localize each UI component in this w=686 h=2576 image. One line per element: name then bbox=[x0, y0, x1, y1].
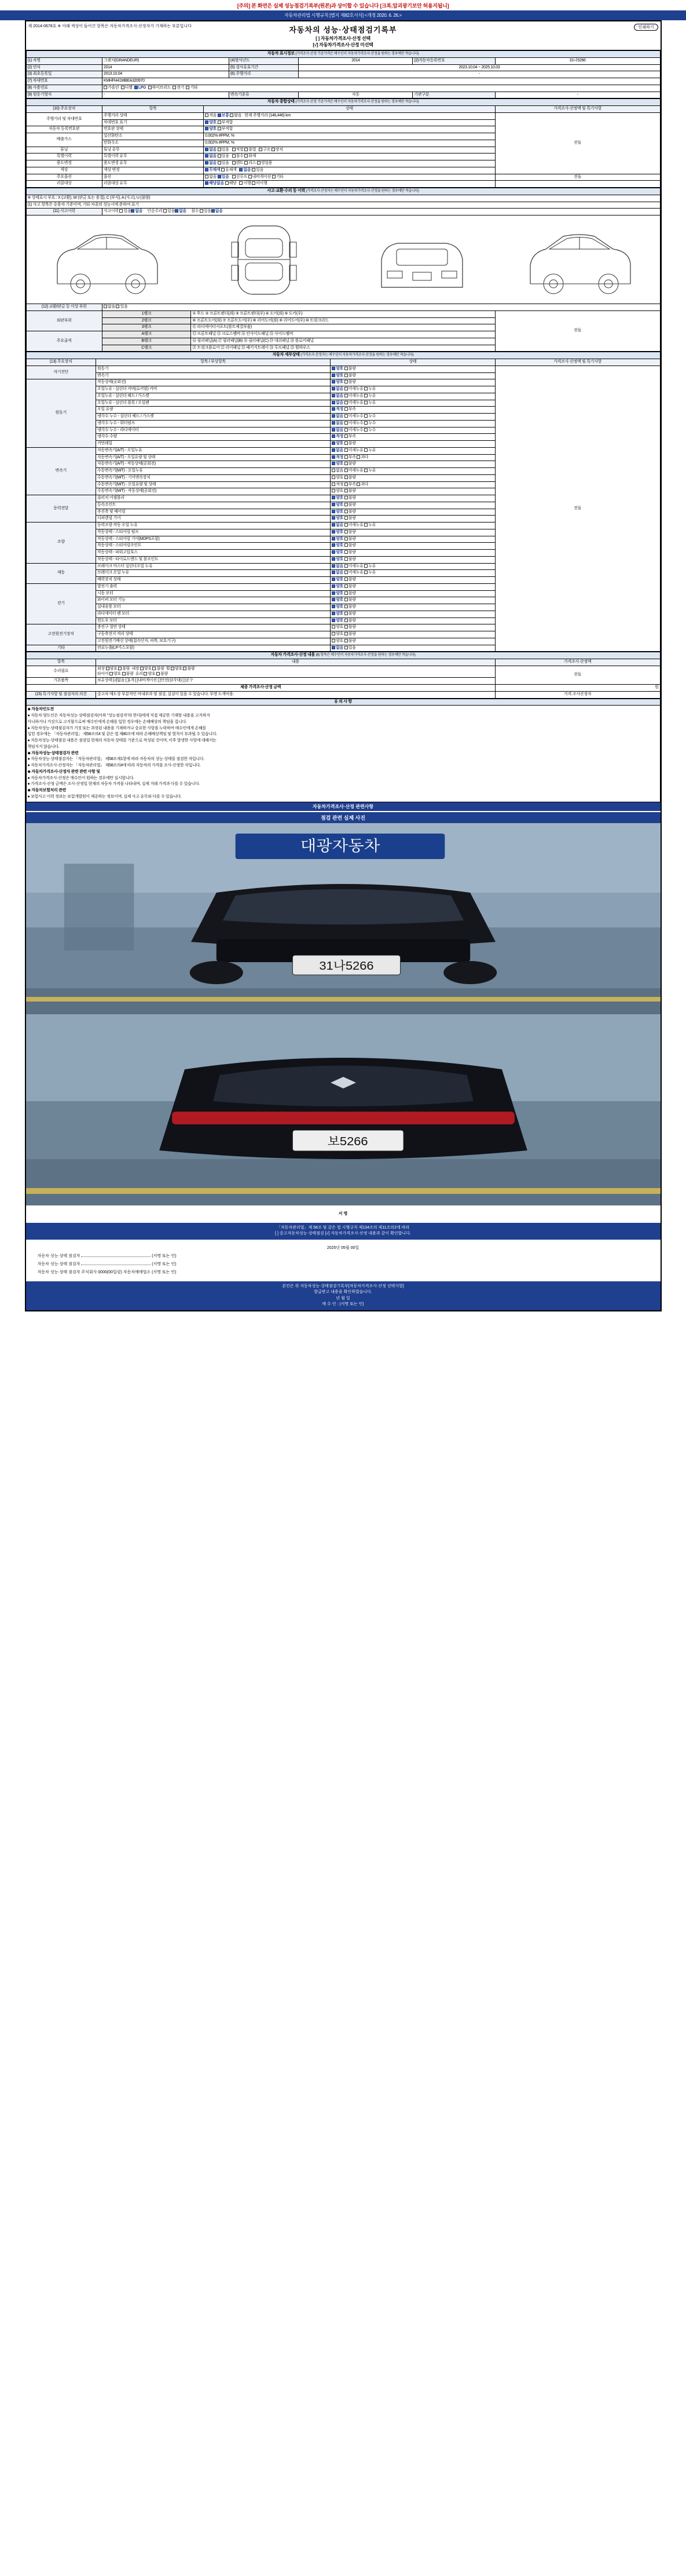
top-notice: [주의] 본 화면은 실제 성능점검기록부(원본)과 상이할 수 있습니다 [크록,압괴광기보안 허용지됩니] bbox=[0, 0, 686, 10]
notice-title bbox=[26, 699, 660, 706]
accident-header-note: (가격조사·산정자는 매수인이 자동차가격조사·산정을 원하는 경우에만 적습니다) bbox=[306, 189, 419, 193]
field-label-carname: (1) 차명 bbox=[26, 57, 102, 64]
detail-state[interactable]: 없음 미세누유 누유 bbox=[331, 570, 496, 577]
cond-state-usage[interactable]: 없음 있음 렌트 리스 영업용 bbox=[204, 160, 496, 167]
condition-col-state: 상태 bbox=[204, 106, 496, 113]
print-badge-wrap bbox=[634, 24, 658, 31]
detail-item: 디퍼렌셜 기어 bbox=[96, 516, 330, 522]
sig-company-3: 주식회사 0000(00딜링) 자동차매매업소 bbox=[81, 1270, 151, 1274]
buyer-line-3: 년 월 일 bbox=[336, 1296, 350, 1300]
outer-rank-3: 3랭크 bbox=[102, 324, 190, 331]
cond-state-co: 0.002% #PPM, % bbox=[204, 133, 496, 140]
frame-items-b: ⑯ 필러패널(A) ⑰ 필러패널(B) ⑱ 필러패널(C) ⑲ 대쉬패널 ⑳ 플로어패널 bbox=[191, 338, 496, 345]
detail-item: 브레이크 마스터 실린더오일 누유 bbox=[96, 563, 330, 570]
parts-row-values: 없음 있음 bbox=[102, 304, 660, 311]
outer-items-3: ⑪ 라디에이터서포트(볼트체결부품) bbox=[191, 324, 496, 331]
detail-item: 수동변속기(M/T) - 작동상태(공회전) bbox=[96, 488, 330, 495]
cond-price-blank bbox=[495, 181, 660, 188]
field-label-mileage: (6) 주행거리 bbox=[229, 71, 298, 78]
fuel-hybrid[interactable]: 하이브리드 bbox=[148, 86, 171, 90]
svg-text:보5266: 보5266 bbox=[327, 1135, 368, 1148]
detail-item: 충전구 절연 상태 bbox=[96, 624, 330, 631]
detail-header-text: 자동차 세부상태 bbox=[272, 353, 300, 357]
notice-item: ● 보험사고 이력 정보는 보험개발원이 제공하는 정보이며, 실제 사고 유무와 다를 수 있습니다. bbox=[27, 794, 182, 799]
field-value-modelyear: 2014 bbox=[299, 57, 413, 64]
price-header-text: 자동차 가격조사·산정 내용 bbox=[270, 653, 315, 657]
cond-group-mileage: 주행거리 및 차대번호 bbox=[26, 112, 102, 126]
detail-state[interactable]: 양호 불량 bbox=[331, 543, 496, 550]
detail-item: 윈도우 모터 bbox=[96, 617, 330, 624]
condition-header-text: 자동차 종합상태 bbox=[267, 100, 295, 104]
notice-heading-2: ◆ 자동차가격조사·산정자 관련 관련 사항 및 bbox=[27, 769, 100, 774]
special-label: (15) 특기사항 및 점검자의 의견 bbox=[26, 691, 96, 698]
notice-item: ● 자동차성능·상태점검자는 「자동차관리법」 제58조제1항에 따라 자동차의 성능·상태를 점검한 자입니다. bbox=[27, 757, 204, 762]
detail-item: 자동변속기(A/T) - 오일유량 및 상태 bbox=[96, 454, 330, 461]
title-sub-1: [ ] 자동차가격조사·산정 선택 bbox=[316, 36, 370, 41]
field-label-fuel: (8) 사용연료 bbox=[26, 85, 102, 92]
detail-item: 추진축 및 베어링 bbox=[96, 509, 330, 516]
car-diagram-top bbox=[206, 219, 322, 300]
frame-items-a: ⑫ 프론트패널 ⑬ 크로스멤버 ⑭ 인사이드패널 ⑮ 사이드멤버 bbox=[191, 331, 496, 338]
detail-state[interactable]: 양호 불량 bbox=[331, 366, 496, 372]
detail-col-0: (13) 주요장치 bbox=[26, 359, 96, 366]
detail-col-3: 가격조사·산정액 및 특기사항 bbox=[495, 359, 660, 366]
cond-price-note2: 전돌 bbox=[495, 174, 660, 181]
buyer-line-4: 매 수 인 : (서명 또는 인) bbox=[322, 1302, 364, 1306]
law-reference-bar: 자동차관리법 시행규칙 [별지 제82호서식] <개정 2020. 6. 26.> bbox=[0, 10, 686, 20]
signature-row-3 bbox=[38, 1269, 649, 1277]
detail-state[interactable]: 없음 미세누수 누수 bbox=[331, 427, 496, 434]
detail-group-6: 전기 bbox=[26, 583, 96, 624]
detail-group-3: 동력전달 bbox=[26, 495, 96, 522]
detail-state[interactable]: 없음 미세누유 누유 bbox=[331, 468, 496, 475]
accident-note3: (1) 사고 항목은 승용차 기준이며, 기타 차종의 성능시에 준하여 표기 bbox=[26, 202, 660, 209]
detail-state[interactable]: 양호 불량 bbox=[331, 502, 496, 509]
field-label-engine: (9) 원동기형식 bbox=[26, 92, 102, 98]
price-col-amount: 가격조사·산정액 bbox=[495, 659, 660, 666]
outer-rank-2: 2랭크 bbox=[102, 317, 190, 324]
acc-label-simple: 단순수리 bbox=[147, 209, 163, 214]
price-header bbox=[26, 652, 660, 659]
detail-item: 오일누유 - 실린더 블록 / 오일팬 bbox=[96, 400, 330, 407]
title-block bbox=[26, 21, 661, 50]
acc-label-history: 사고이력 bbox=[103, 209, 119, 214]
cond-state-plate[interactable]: 양호 부적합 bbox=[204, 126, 496, 133]
detail-group-7: 고전원전기장치 bbox=[26, 624, 96, 645]
notice-item: 아니하거나 거짓으로 고지함으로써 매수인에게 손해를 입힌 경우에는 손해배상의 책임을 집니다. bbox=[27, 719, 187, 724]
notice-title-text: 유 의 사 항 bbox=[334, 699, 352, 704]
accident-header bbox=[26, 188, 660, 195]
detail-state[interactable]: 적정 부족 bbox=[331, 434, 496, 441]
acc-label-flood: 침수 bbox=[191, 209, 199, 214]
cond-group-recall: 리콜대상 bbox=[26, 181, 102, 188]
notice-item: ● 자동차성능·상태점검자가 거짓 또는 과장된 내용을 기재하거나 중요한 사항을 누락하여 매수인에게 손해를 bbox=[27, 726, 206, 730]
basic-header-note: (가격조사·산정 기준가격은 매수인이 자동차가격조사·산정을 원하는 경우에만 적습니다) bbox=[295, 52, 419, 56]
parts-row-label: (12) 교환/판금 등 이상 부위 bbox=[26, 304, 102, 311]
detail-item: 작동상태 - 스티어링 기어(MDPS포함) bbox=[96, 536, 330, 543]
outer-rank-1: 1랭크 bbox=[102, 310, 190, 317]
car-diagram-front-left bbox=[49, 219, 164, 300]
cond-state-option[interactable]: 없음 있음 선루프 내비게이션 기타 bbox=[204, 174, 496, 181]
detail-item: 실내송풍 모터 bbox=[96, 604, 330, 611]
signature-row-1 bbox=[38, 1252, 649, 1260]
cond-item-option: 옵션 bbox=[102, 174, 203, 181]
buyer-line-1: 본인은 위 자동차성능·상태점검기록부[자동차가격조사·산정 선택사항] bbox=[282, 1284, 404, 1288]
detail-state[interactable]: 없음 미세누유 누유 bbox=[331, 400, 496, 407]
detail-state[interactable]: 양호 불량 bbox=[331, 488, 496, 495]
detail-state[interactable]: 양호 불량 bbox=[331, 624, 496, 631]
notice-item: ● 자동차 양도인은 자동차성능·상태점검자(이하 "성능점검자"라 한다)에게 직접 제공한 기재할 내용을 고지하지 bbox=[27, 714, 210, 718]
detail-item: 라디에이터 팬 모터 bbox=[96, 611, 330, 617]
signature-lines bbox=[26, 1240, 661, 1281]
detail-item: 작동상태 - 타이로드엔드 및 볼조인트 bbox=[96, 556, 330, 563]
sig-label-2: 자동차 성능·상태 점검자 bbox=[37, 1262, 80, 1266]
detail-item: 오일누유 - 실린더 헤드 / 가스켓 bbox=[96, 393, 330, 400]
notice-list bbox=[28, 707, 659, 799]
detail-item: 와이퍼 모터 기능 bbox=[96, 597, 330, 604]
detail-item: 자동변속기(A/T) - 오일누유 bbox=[96, 447, 330, 454]
guarantee-band: 자동차가격조사·산정 관련사항 bbox=[26, 802, 661, 811]
accident-row-label: (11) 사고이력 bbox=[26, 209, 102, 215]
field-value-carname: 그랜저(GRANDEUR) bbox=[102, 57, 229, 64]
field-label-inspection: (5) 검사유효기간 bbox=[229, 64, 298, 71]
price-label-basic: 기본품목 bbox=[26, 678, 96, 685]
detail-state[interactable]: 양호 불량 bbox=[331, 550, 496, 557]
notice-heading-3: ◆ 자동차보험처리 관련 bbox=[27, 788, 67, 792]
detail-item: 자동변속기(A/T) - 작동상태(공회전) bbox=[96, 461, 330, 468]
detail-state[interactable]: 양호 불량 bbox=[331, 617, 496, 624]
price-header-note: (8) 항목은 매수인이 자동차가격조사·산정을 원하는 경우에만 적습니다) bbox=[316, 653, 416, 657]
price-col-item: 항목 bbox=[26, 659, 96, 666]
detail-item: 브레이크 오일 누유 bbox=[96, 570, 330, 577]
field-label-platenum: (2)자동차등록번호 bbox=[413, 57, 495, 64]
detail-state[interactable]: 양호 불량 bbox=[331, 583, 496, 590]
field-value-platenum: 31나5266 bbox=[495, 57, 660, 64]
field-value-engine: - bbox=[102, 92, 229, 98]
accident-note2: ※ 상태표시 부호 : X (교환), W (판금 또는 용접), C (부식), A (사고), U (불량) bbox=[26, 195, 660, 202]
outer-items-1: ① 후드 ② 프론트펜더(좌) ③ 프론트펜더(우) ④ 도어(좌) ⑤ 도어(우) bbox=[191, 310, 496, 317]
car-diagram-front-right bbox=[522, 219, 637, 300]
notice-item: 입힌 경우에는 「자동차관리법」 제58조의4 및 같은 법 제80조에 따라 손해배상책임 및 벌칙이 부과될 수 있습니다. bbox=[27, 732, 217, 737]
basic-info-table bbox=[26, 50, 661, 98]
detail-item: 냉각수 수량 bbox=[96, 434, 330, 441]
cond-item-tuning: 튜닝 유무 bbox=[102, 147, 203, 154]
detail-state[interactable]: 양호 불량 bbox=[331, 516, 496, 522]
detail-item: 시동 모터 bbox=[96, 590, 330, 597]
cond-group-color: 색상 bbox=[26, 167, 102, 174]
cond-state-special[interactable]: 없음 있음 침수 화재 bbox=[204, 154, 496, 160]
detail-col-2: 상태 bbox=[331, 359, 496, 366]
detail-state[interactable]: 없음 미세누수 누수 bbox=[331, 414, 496, 421]
detail-item: 오일 유량 bbox=[96, 407, 330, 414]
notice-body bbox=[26, 706, 660, 802]
detail-item: 수동변속기(M/T) - 기어변속장치 bbox=[96, 474, 330, 481]
accident-header-text: 사고·교환·수리 등 이력 bbox=[267, 189, 305, 193]
detail-state[interactable]: 양호 불량 bbox=[331, 379, 496, 386]
notice-table bbox=[26, 699, 661, 802]
signature-band-line1: 「자동차관리법」제 58조 및 같은 법 시행규칙 제134조의 제11조의2에 따라 bbox=[276, 1225, 410, 1230]
cond-item-plate: 번호판 상태 bbox=[102, 126, 203, 133]
cond-group-usage: 용도변경 bbox=[26, 160, 102, 167]
detail-group-8: 기타 bbox=[26, 645, 96, 652]
price-amount-blank: 전돌 bbox=[495, 666, 660, 684]
detail-state[interactable]: 적정 부족 과다 bbox=[331, 481, 496, 488]
detail-item: 원동기 bbox=[96, 366, 330, 372]
detail-group-1: 원동기 bbox=[26, 379, 96, 448]
photo-band: 점검 관련 실제 사진 bbox=[26, 812, 661, 823]
signature-block bbox=[26, 1205, 661, 1223]
price-value-basic[interactable]: 보유상태 [√]없음 [ ]1개 [ ]내비게이션 [ ]안전(삼각대) [ ]공구 bbox=[96, 678, 495, 685]
frame-items-c: ㉑ 트렁크플로어 ㉒ 리어패널 ㉓ 패키지트레이 ㉔ 루프패널 ㉕ 휠하우스 bbox=[191, 345, 496, 352]
signature-row-2 bbox=[38, 1260, 649, 1269]
detail-state[interactable]: 없음 미세누수 누수 bbox=[331, 420, 496, 427]
detail-item: 클러치 어셈블리 bbox=[96, 495, 330, 502]
detail-row bbox=[26, 366, 660, 372]
field-value-year: 2014 bbox=[102, 64, 229, 71]
detail-state[interactable]: 양호 불량 bbox=[331, 372, 496, 379]
photo-rear bbox=[26, 1014, 661, 1205]
detail-price-note: 전돌 bbox=[495, 366, 660, 652]
detail-item: 냉각수 누수 - 실린더 헤드 / 가스켓 bbox=[96, 414, 330, 421]
fuel-lpg[interactable]: LPG bbox=[134, 86, 146, 90]
detail-item: 수동변속기(M/T) - 오일유량 및 상태 bbox=[96, 481, 330, 488]
field-value-inspection: 2023.10.04 ~ 2025.10.03 bbox=[299, 64, 660, 71]
photo-rear-svg bbox=[26, 1014, 661, 1205]
title-left-note bbox=[28, 24, 202, 30]
accident-row-values: 사고이력 있음 없음 단순수리 있음 없음 침수 있음 없음 bbox=[102, 209, 660, 215]
detail-state[interactable]: 양호 불량 bbox=[331, 461, 496, 468]
detail-header bbox=[26, 352, 660, 359]
detail-state[interactable]: 없음 미세누유 누유 bbox=[331, 522, 496, 529]
price-total-value: 원 bbox=[495, 685, 660, 692]
notice-item: ● 자동차가격조사·산정은 매수인이 원하는 경우에만 실시합니다. bbox=[27, 776, 134, 780]
outer-items-2: ⑥ 프론트도어(좌) ⑦ 프론트도어(우) ⑧ 리어도어(좌) ⑨ 리어도어(우) ⑩ 트렁크리드 bbox=[191, 317, 496, 324]
cond-group-plate: 자동차 등록번호판 bbox=[26, 126, 102, 133]
detail-item: 작동상태(공회전) bbox=[96, 379, 330, 386]
detail-item: 냉각수 누수 - 워터펌프 bbox=[96, 420, 330, 427]
photo-front bbox=[26, 823, 661, 1014]
detail-col-1: 항목 / 부상항목 bbox=[96, 359, 330, 366]
detail-item: 발전기 출력 bbox=[96, 583, 330, 590]
detail-state[interactable]: 없음 미세누유 누유 bbox=[331, 393, 496, 400]
condition-col-price: 가격조사·산정액 및 특기사항 bbox=[495, 106, 660, 113]
car-diagram-group bbox=[28, 216, 659, 303]
cond-state-recall[interactable]: 해당없음 해당 이행 미이행 bbox=[204, 181, 496, 188]
cond-item-vin: 차대번호 표기 bbox=[102, 119, 203, 126]
detail-state[interactable]: 없음 있음 bbox=[331, 645, 496, 652]
cond-state-hc: 0.002% #PPM, % bbox=[204, 140, 496, 147]
frame-rank-c: C랭크 bbox=[102, 345, 190, 352]
sig-line-1[interactable] bbox=[81, 1256, 151, 1257]
page-title: 자동차의 성능·상태점검기록부 bbox=[289, 25, 397, 34]
sig-label-3: 자동차 성능·상태 점검자 bbox=[37, 1270, 80, 1274]
signature-band bbox=[26, 1223, 661, 1240]
detail-state[interactable]: 없음 미세누유 누유 bbox=[331, 447, 496, 454]
detail-item: 작동상태 - 파워고압호스 bbox=[96, 550, 330, 557]
detail-state[interactable]: 양호 불량 bbox=[331, 536, 496, 543]
notice-heading-1: ◆ 자동차성능·상태점검자 관련 bbox=[27, 751, 79, 755]
special-right-label: 가격·조사산정자 bbox=[495, 691, 660, 698]
notice-item: ● 자동차가격조사·산정자는 「자동차관리법」 제58조의4에 따라 자동차의 가격을 조사·산정한 자입니다. bbox=[27, 763, 201, 768]
detail-state[interactable]: 적정 부족 bbox=[331, 407, 496, 414]
cond-group-emission: 배출가스 bbox=[26, 133, 102, 147]
detail-item: 연료누출(LP가스포함) bbox=[96, 645, 330, 652]
price-table bbox=[26, 652, 661, 698]
sig-seal-3: (서명 또는 인) bbox=[152, 1270, 177, 1274]
photo-front-svg bbox=[26, 823, 661, 1014]
detail-item: 커먼레일 bbox=[96, 441, 330, 448]
detail-state[interactable]: 양호 불량 bbox=[331, 631, 496, 638]
detail-state[interactable]: 양호 불량 bbox=[331, 597, 496, 604]
cond-item-recall: 리콜대상 유무 bbox=[102, 181, 203, 188]
parts-outer-label: 외판부위 bbox=[26, 310, 102, 331]
field-label-vin: (7) 차대번호 bbox=[26, 78, 102, 85]
detail-state[interactable]: 양호 불량 bbox=[331, 495, 496, 502]
cond-item-co: 일산화탄소 bbox=[102, 133, 203, 140]
frame-rank-a: A랭크 bbox=[102, 331, 190, 338]
detail-item: 작동상태 - 스티어링조인트 bbox=[96, 543, 330, 550]
field-label-firstreg: (3) 최초등록일 bbox=[26, 71, 102, 78]
fuel-electric[interactable]: 전기 bbox=[173, 86, 184, 90]
cond-item-hc: 탄화수소 bbox=[102, 140, 203, 147]
price-total-label: 체종 가격조사·산정 금액 bbox=[26, 685, 495, 692]
title-sub-2: [√] 자동차가격조사·산정 미선택 bbox=[313, 42, 373, 47]
cond-price-note: 전돌 bbox=[495, 112, 660, 174]
detail-state[interactable]: 없음 미세누유 누유 bbox=[331, 386, 496, 393]
detail-item: 구동축전지 격리 상태 bbox=[96, 631, 330, 638]
field-label-year: (2) 연식 bbox=[26, 64, 102, 71]
inspection-sheet bbox=[25, 20, 662, 1311]
parts-price-note: 전돌 bbox=[495, 310, 660, 352]
basic-header-text: 자동차 표시정보 bbox=[267, 52, 295, 56]
condition-header-note: (가격조사·산정 기준가격은 매수인이 자동차가격조사·산정을 원하는 경우에만 적습니다) bbox=[295, 100, 419, 104]
basic-info-header bbox=[26, 51, 660, 58]
condition-col-item: 항목 bbox=[102, 106, 203, 113]
cond-group-tuning: 튜닝 bbox=[26, 147, 102, 154]
cond-state-mileage[interactable]: 적음 보통 많음 현재 주행거리 (146,446) km bbox=[204, 112, 496, 119]
signature-band-line2: [ ] 중고자동차성능·상태점검 [√] 자동차가격조사·산정 내용과 같이 확인합니다. bbox=[275, 1232, 411, 1236]
detail-group-2: 변속기 bbox=[26, 447, 96, 495]
title-note: ※ 아래 색상이 들어간 항목은 자동차가격조사·산정자가 기재하는 부분입니다 bbox=[57, 24, 192, 28]
detail-state[interactable]: 양호 불량 bbox=[331, 611, 496, 617]
detail-item: 변속기 bbox=[96, 372, 330, 379]
buyer-line-2: 발급받고 내용을 확인하였습니다. bbox=[314, 1290, 372, 1294]
cond-state-color[interactable]: 무채색 유채색 없음 있음 bbox=[204, 167, 496, 174]
detail-group-0: 자기진단 bbox=[26, 366, 96, 379]
notice-heading-0: ◆ 자동차인도전 bbox=[27, 707, 54, 712]
cond-item-color: 색상 변경 bbox=[102, 167, 203, 174]
detail-state[interactable]: 양호 불량 bbox=[331, 474, 496, 481]
price-value-repair[interactable]: 외장 양호 불량 내장 양호 불량 휠 양호 불량 타이어 양호 불량 유리 양호 불량 bbox=[96, 666, 495, 678]
detail-item: 오일누유 - 실린더 커버(로커암) 커버 bbox=[96, 386, 330, 393]
sig-label-1: 자동차 성능·상태 점검자 bbox=[37, 1254, 80, 1258]
issue-number: 제 2014-0678호 bbox=[28, 24, 57, 28]
fuel-etc[interactable]: 기타 bbox=[186, 86, 197, 90]
detail-state[interactable]: 양호 불량 bbox=[331, 441, 496, 448]
detail-group-4: 조향 bbox=[26, 522, 96, 564]
detail-item: 냉각수 누수 - 라디에이터 bbox=[96, 427, 330, 434]
field-value-mileage: - bbox=[299, 71, 660, 78]
price-label-repair: 수리필요 bbox=[26, 666, 96, 678]
special-note: 중고차 매도상 부분적인 마내부과 및 점검, 실검이 있을 수 있습니다. 투명 도색비용. bbox=[96, 691, 495, 698]
cond-item-mileage: 주행거리 상태 bbox=[102, 112, 203, 119]
svg-text:31나5266: 31나5266 bbox=[318, 959, 374, 973]
detail-state[interactable]: 양호 불량 bbox=[331, 529, 496, 536]
notice-item: ● 자동차성능·상태점검 내용은 점검일 현재의 자동차 상태를 기준으로 작성된 것이며, 이후 발생한 사항에 대해서는 bbox=[27, 739, 217, 743]
field-label-transmission: 변속기종류 bbox=[229, 92, 298, 98]
detail-state[interactable]: 양호 불량 bbox=[331, 556, 496, 563]
detail-state[interactable]: 양호 불량 bbox=[331, 509, 496, 516]
condition-col-major: (10) 주요장치 bbox=[26, 106, 102, 113]
field-value-firstreg: 2013.10.04 bbox=[102, 71, 229, 78]
detail-state[interactable]: 양호 불량 bbox=[331, 638, 496, 645]
cond-state-vin[interactable]: 양호 부적합 bbox=[204, 119, 496, 126]
field-value-enginetype: - bbox=[495, 92, 660, 98]
sig-seal-2: (서명 또는 인) bbox=[152, 1262, 177, 1266]
buyer-confirm-band bbox=[26, 1281, 661, 1310]
detail-item: 등속조인트 bbox=[96, 502, 330, 509]
detail-item: 수동변속기(M/T) - 오일누유 bbox=[96, 468, 330, 475]
field-label-modelyear: (4)형식년도 bbox=[229, 57, 298, 64]
car-diagram-cell bbox=[26, 215, 660, 304]
cond-item-usage: 용도변경 유무 bbox=[102, 160, 203, 167]
detail-header-note: (가격조사·산정자는 매수인이 자동차가격조사·산정을 원하는 경우에만 적습니다) bbox=[300, 353, 414, 357]
field-value-vin: KMHFH41MBEA320970 bbox=[102, 78, 660, 85]
detail-item: 배력장치 상태 bbox=[96, 577, 330, 584]
condition-table bbox=[26, 98, 661, 188]
field-label-enginetype: 기관구분 bbox=[413, 92, 495, 98]
accident-table bbox=[26, 188, 661, 352]
field-value-fuel bbox=[102, 85, 660, 92]
detail-item: 작동상태 - 스티어링 펌프 bbox=[96, 529, 330, 536]
fuel-gasoline[interactable]: 가솔린 bbox=[104, 86, 119, 90]
signature-title: 서 명 bbox=[338, 1211, 348, 1216]
cond-state-tuning[interactable]: 없음 있음 적법 불법 구조 장치 bbox=[204, 147, 496, 154]
signature-date: 2025년 05월 00일 bbox=[327, 1245, 359, 1250]
condition-header bbox=[26, 99, 660, 106]
print-button[interactable]: 인쇄하기 bbox=[634, 24, 658, 31]
detail-state[interactable]: 양호 불량 bbox=[331, 604, 496, 611]
field-value-transmission: 자동 bbox=[299, 92, 413, 98]
price-col-content: 내용 bbox=[96, 659, 495, 666]
cond-mileage-current: 현재 주행거리 (146,446) km bbox=[244, 113, 291, 118]
parts-frame-label: 주요골격 bbox=[26, 331, 102, 352]
cond-item-special: 특별이력 유무 bbox=[102, 154, 203, 160]
detail-item: 동력조향 작동 오일 누유 bbox=[96, 522, 330, 529]
cond-group-special: 특별이력 bbox=[26, 154, 102, 160]
detail-rows-body bbox=[26, 366, 660, 652]
sig-seal-1: (서명 또는 인) bbox=[152, 1254, 177, 1258]
svg-text:대광자동차: 대광자동차 bbox=[300, 836, 380, 854]
detail-state[interactable]: 양호 불량 bbox=[331, 577, 496, 584]
car-diagram-rear bbox=[364, 219, 480, 300]
detail-group-5: 제동 bbox=[26, 563, 96, 583]
notice-item: 책임지지 않습니다. bbox=[27, 744, 60, 749]
detail-table bbox=[26, 352, 661, 652]
detail-state[interactable]: 적정 부족 과다 bbox=[331, 454, 496, 461]
notice-item: ● 가격조사·산정 금액은 조사·산정일 현재의 자동차 가격을 나타내며, 실제 거래 가격과 다를 수 있습니다. bbox=[27, 782, 200, 787]
fuel-diesel[interactable]: 디젤 bbox=[121, 86, 133, 90]
cond-group-option: 주요옵션 bbox=[26, 174, 102, 181]
frame-rank-b: B랭크 bbox=[102, 338, 190, 345]
detail-state[interactable]: 없음 미세누유 누유 bbox=[331, 563, 496, 570]
detail-state[interactable]: 양호 불량 bbox=[331, 590, 496, 597]
detail-item: 고전원전기배선 상태(접속단자, 피복, 보호기구) bbox=[96, 638, 330, 645]
